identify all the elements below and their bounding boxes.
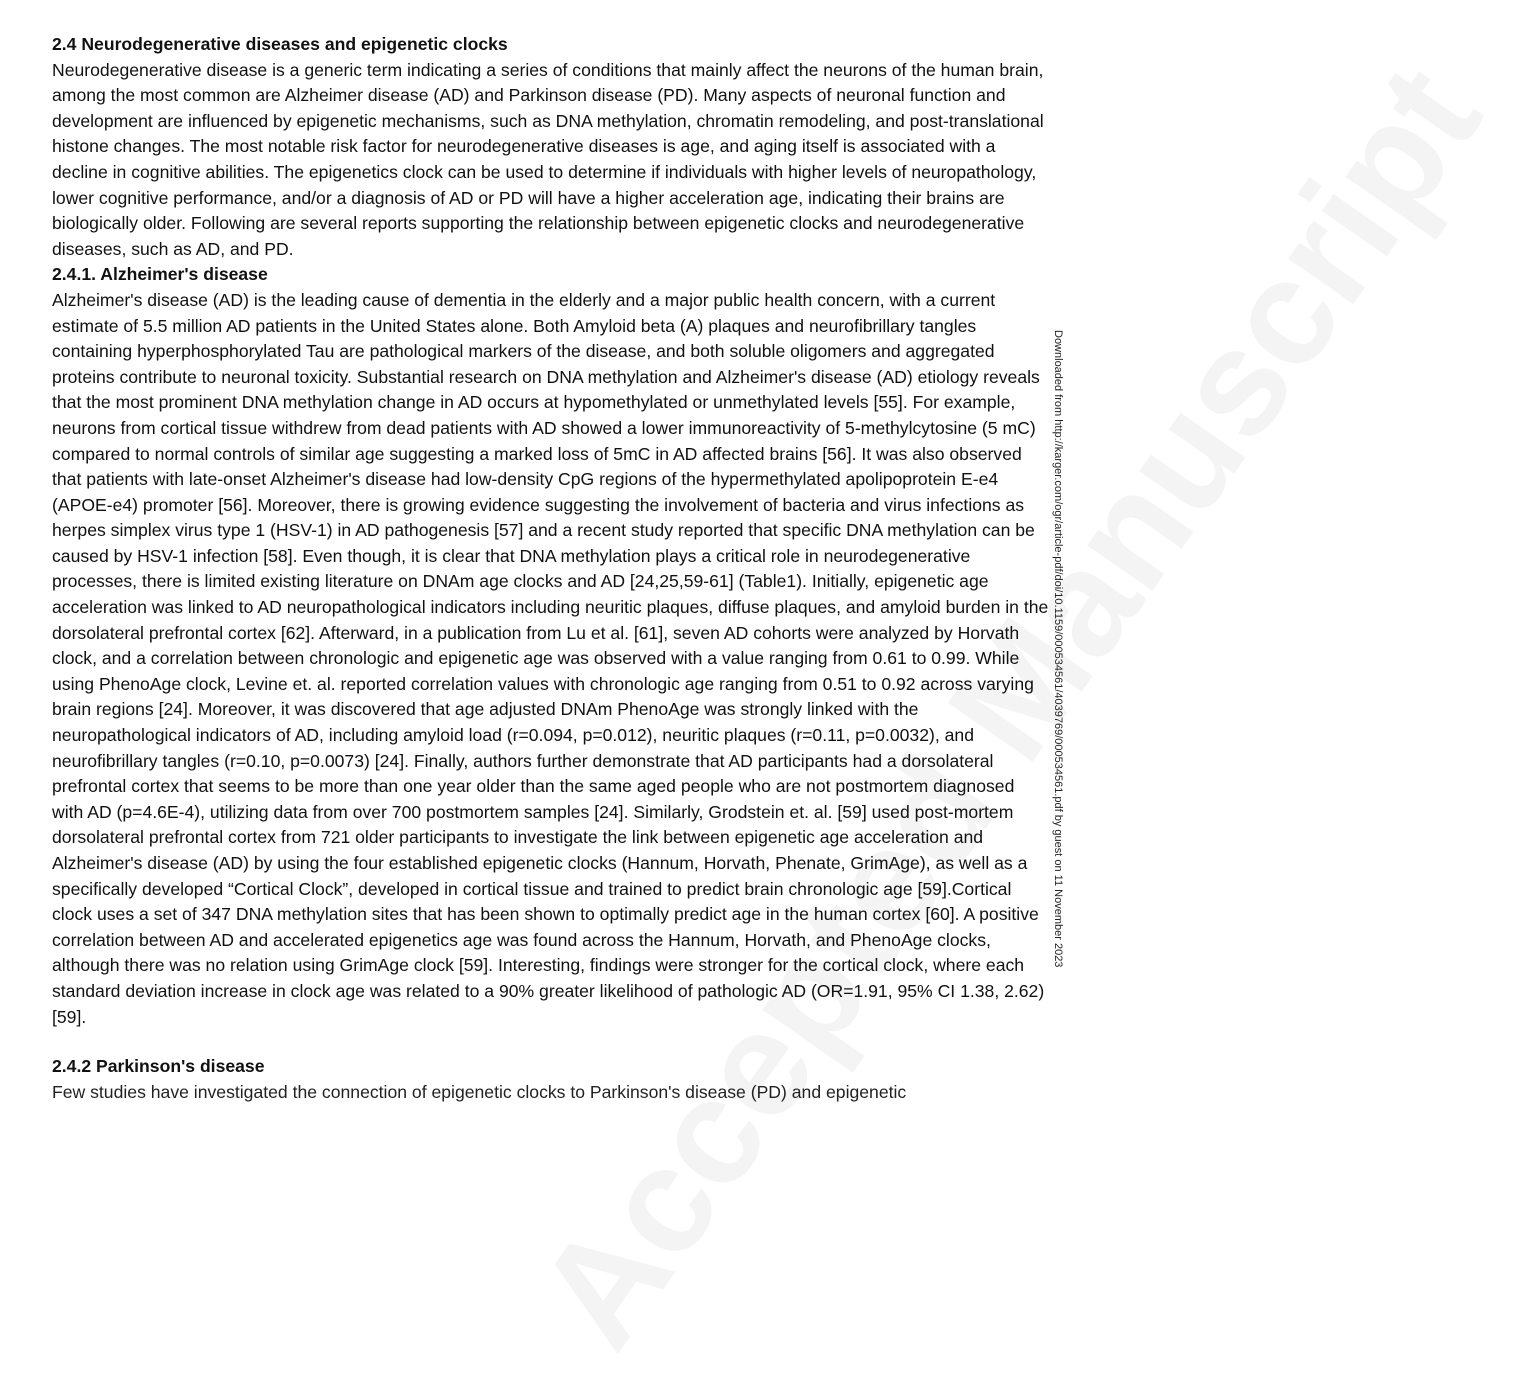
download-side-note-text: Downloaded from http://karger.com/ogr/article-pdf/doi/10.1159/000534561/4039769/000534561.pdf by guest on 11 November 2023: [1052, 330, 1064, 968]
section-paragraph: Neurodegenerative disease is a generic term indicating a series of conditions that mainly affect the neurons of the human brain, among the most common are Alzheimer disease (AD) and Parkinson disease (PD). Many aspects of neuronal function and development are influenced by epigenetic mechanisms, such as DNA methylation, chromatin remodeling, and post-translational histone changes. The most notable risk factor for neurodegenerative diseases is age, and aging itself is associated with a decline in cognitive abilities. The epigenetics clock can be used to determine if individuals with higher levels of neuropathology, lower cognitive performance, and/or a diagnosis of AD or PD will have a higher acceleration age, indicating their brains are biologically older. Following are several reports supporting the relationship between epigenetic clocks and neurodegenerative diseases, such as AD, and PD.: [52, 59, 1044, 259]
subsection-ad-paragraph: Alzheimer's disease (AD) is the leading cause of dementia in the elderly and a major public health concern, with a current estimate of 5.5 million AD patients in the United States alone. Both Amyloid beta (A) plaques and neurofibrillary tangles containing hyperphosphorylated Tau are pathological markers of the disease, and both soluble oligomers and aggregated proteins contribute to neuronal toxicity. Substantial research on DNA methylation and Alzheimer's disease (AD) etiology reveals that the most prominent DNA methylation change in AD occurs at hypomethylated or unmethylated levels [55]. For example, neurons from cortical tissue withdrew from dead patients with AD showed a lower immunoreactivity of 5-methylcytosine (5 mC) compared to normal controls of similar age suggesting a marked loss of 5mC in AD affected brains [56]. It was also observed that patients with late-onset Alzheimer's disease had low-density CpG regions of the hypermethylated apolipoprotein E-e4 (APOE-e4) promoter [56]. Moreover, there is growing evidence suggesting the involvement of bacteria and virus infections as herpes simplex virus type 1 (HSV-1) in AD pathogenesis [57] and a recent study reported that specific DNA methylation can be caused by HSV-1 infection [58]. Even though, it is clear that DNA methylation plays a critical role in neurodegenerative processes, there is limited existing literature on DNAm age clocks and AD [24,25,59-61] (Table1). Initially, epigenetic age acceleration was linked to AD neuropathological indicators including neuritic plaques, diffuse plaques, and amyloid burden in the dorsolateral prefrontal cortex [62]. Afterward, in a publication from Lu et al. [61], seven AD cohorts were analyzed by Horvath clock, and a correlation between chronologic and epigenetic age was observed with a value ranging from 0.61 to 0.99. While using PhenoAge clock, Levine et. al. reported correlation values with chronologic age ranging from 0.51 to 0.92 across varying brain regions [24]. Moreover, it was discovered that age adjusted DNAm PhenoAge was strongly linked with the neuropathological indicators of AD, including amyloid load (r=0.094, p=0.012), neuritic plaques (r=0.11, p=0.0032), and neurofibrillary tangles (r=0.10, p=0.0073) [24]. Finally, authors further demonstrate that AD participants had a dorsolateral prefrontal cortex that seems to be more than one year older than the same aged people who are not postmortem diagnosed with AD (p=4.6E-4), utilizing data from over 700 postmortem samples [24]. Similarly, Grodstein et. al. [59] used post-mortem dorsolateral prefrontal cortex from 721 older participants to investigate the link between epigenetic age acceleration and Alzheimer's disease (AD) by using the four established epigenetic clocks (Hannum, Horvath, Phenate, GrimAge), as well as a specifically developed “Cortical Clock”, developed in cortical tissue and trained to predict brain chronologic age [59].Cortical clock uses a set of 347 DNA methylation sites that has been shown to optimally predict age in the human cortex [60]. A positive correlation between AD and accelerated epigenetics age was found across the Hannum, Horvath, and PhenoAge clocks, although there was no relation using GrimAge clock [59]. Interesting, findings were stronger for the cortical clock, where each standard deviation increase in clock age was related to a 90% greater likelihood of pathologic AD (OR=1.91, 95% CI 1.38, 2.62) [59].: [52, 289, 1049, 1027]
document-page: [52, 32, 1050, 1102]
subsection-pd-heading: 2.4.2 Parkinson's disease: [52, 1056, 265, 1077]
subsection-ad-heading: 2.4.1. Alzheimer's disease: [52, 264, 268, 285]
download-side-note: [1052, 330, 1064, 1110]
subsection-pd-cut-line: Few studies have investigated the connection of epigenetic clocks to Parkinson's disease (PD) and epigenetic: [52, 1081, 907, 1102]
section-heading: 2.4 Neurodegenerative diseases and epigenetic clocks: [52, 34, 508, 54]
spacer: [52, 1030, 1050, 1054]
